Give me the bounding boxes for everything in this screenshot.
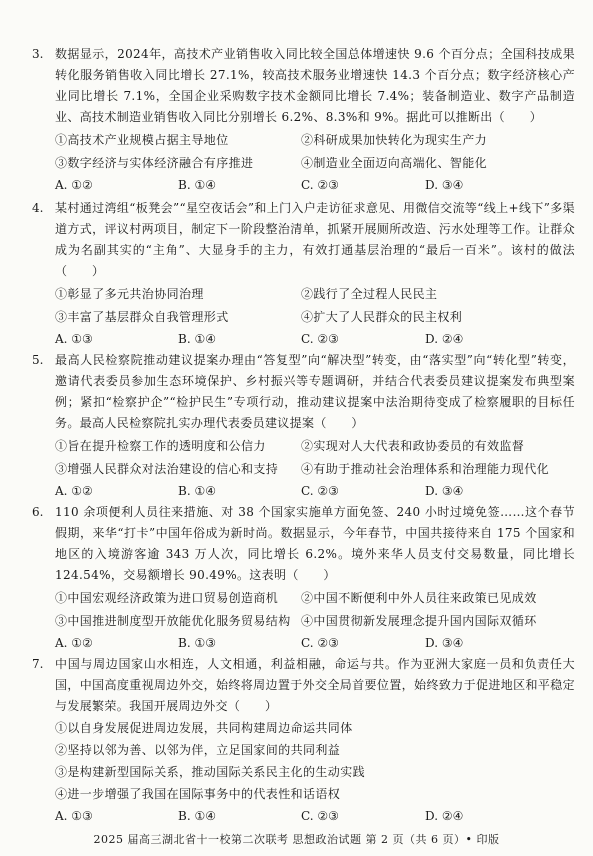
option-3: ③丰富了基层群众自我管理形式 bbox=[55, 310, 229, 324]
option-row bbox=[55, 588, 585, 609]
option-2: ②中国不断便利中外人员往来政策已见成效 bbox=[301, 591, 537, 605]
option-1: ①彰显了多元共治协同治理 bbox=[55, 287, 204, 301]
option-row bbox=[55, 284, 585, 305]
option-1: ①以自身发展促进周边发展，共同构建周边命运共同体 bbox=[55, 721, 353, 735]
answer-choices bbox=[55, 806, 585, 827]
answer-c: C. ②③ bbox=[301, 178, 339, 192]
answer-d: D. ②④ bbox=[425, 332, 464, 346]
answer-a: A. ①③ bbox=[55, 809, 93, 823]
option-3: ③数字经济与实体经济融合有序推进 bbox=[55, 156, 254, 170]
question-stem: 数据显示，2024年，高技术产业销售收入同比较全国总体增速快 9.6 个百分点；全国科技成果转化服务销售收入同比增长 27.1%，较高技术服务业增速快 14.3 个百分点；数字经济核心产业同比增长 7.1%，全国企业采购数字技术金额同比增长 7.4%；装备制造业、数字产品制造业、高技术制造业销售收入同比分别增长 6.2%、8.3%和 9%。据此可以推断出（ ） bbox=[55, 47, 575, 124]
question-number: 7. bbox=[32, 657, 44, 671]
option-1: ①旨在提升检察工作的透明度和公信力 bbox=[55, 439, 266, 453]
answer-choices bbox=[55, 329, 585, 350]
option-2: ②坚持以邻为善、以邻为伴，立足国家间的共同利益 bbox=[55, 743, 341, 757]
question-number: 3. bbox=[32, 47, 44, 61]
option-3: ③中国推进制度型开放能优化服务贸易结构 bbox=[55, 614, 291, 628]
answer-d: D. ③④ bbox=[425, 484, 464, 498]
question-stem: 最高人民检察院推动建议提案办理由“答复型”向“解决型”转变，由“落实型”向“转化型”转变，邀请代表委员参加生态环境保护、乡村振兴等专题调研，并结合代表委员建议提案发布典型案例；紧扣“检察护企”“检护民生”专项行动，推动建议提案中法治期待变成了检察履职的目标任务。最高人民检察院扎实办理代表委员建议提案（ ） bbox=[55, 353, 575, 430]
answer-d: D. ③④ bbox=[425, 636, 464, 650]
option-4: ④中国贯彻新发展理念提升国内国际双循环 bbox=[301, 614, 537, 628]
answer-c: C. ②③ bbox=[301, 484, 339, 498]
question-stem: 110 余项便利人员往来措施、对 38 个国家实施单方面免签、240 小时过境免签……这个春节假期，来华“打卡”中国年俗成为新时尚。数据显示，今年春节，中国共接待来自 175 个国家和地区的入境游客逾 343 万人次，同比增长 6.2%。境外来华人员支付交易数量，同比增长 124.54%，交易额增长 90.49%。这表明（ ） bbox=[55, 505, 575, 582]
answer-choices bbox=[55, 481, 585, 502]
answer-a: A. ①② bbox=[55, 636, 93, 650]
option-row bbox=[55, 459, 585, 480]
question-number: 6. bbox=[32, 505, 44, 519]
answer-a: A. ①③ bbox=[55, 332, 93, 346]
answer-a: A. ①② bbox=[55, 484, 93, 498]
option-4: ④制造业全面迈向高端化、智能化 bbox=[301, 156, 488, 170]
option-4: ④有助于推动社会治理体系和治理能力现代化 bbox=[301, 462, 550, 476]
option-2: ②实现对人大代表和政协委员的有效监督 bbox=[301, 439, 525, 453]
option-2: ②践行了全过程人民民主 bbox=[301, 287, 438, 301]
option-3: ③增强人民群众对法治建设的信心和支持 bbox=[55, 462, 279, 476]
option-row bbox=[55, 130, 585, 151]
option-row bbox=[55, 307, 585, 328]
answer-b: B. ①④ bbox=[178, 809, 216, 823]
answer-c: C. ②③ bbox=[301, 332, 339, 346]
answer-b: B. ①④ bbox=[178, 332, 216, 346]
answer-choices bbox=[55, 175, 585, 196]
question-stem: 某村通过湾组“板凳会”“星空夜话会”和上门入户走访征求意见、用微信交流等“线上+线下”多渠道方式，评议村两项目，制定下一阶段整治清单，抓紧开展厕所改造、污水处理等工作。让群众成为名副其实的“主角”、大显身手的主力，有效打通基层治理的“最后一百米”。该村的做法（ ） bbox=[55, 201, 575, 278]
option-row bbox=[55, 436, 585, 457]
option-4: ④扩大了人民群众的民主权利 bbox=[301, 310, 463, 324]
answer-d: D. ②④ bbox=[425, 809, 464, 823]
option-1: ①高技术产业规模占据主导地位 bbox=[55, 133, 229, 147]
option-2: ②科研成果加快转化为现实生产力 bbox=[301, 133, 488, 147]
page-footer: 2025 届高三湖北省十一校第二次联考 思想政治试题 第 2 页（共 6 页）• 印版 bbox=[93, 833, 500, 846]
answer-a: A. ①② bbox=[55, 178, 93, 192]
answer-c: C. ②③ bbox=[301, 809, 339, 823]
option-row bbox=[55, 611, 585, 632]
question-stem: 中国与周边国家山水相连，人文相通，利益相融，命运与共。作为亚洲大家庭一员和负责任大国，中国高度重视周边外交，始终将周边置于外交全局首要位置，始终致力于促进地区和平稳定与发展繁荣。我国开展周边外交（ ） bbox=[55, 657, 575, 713]
answer-choices bbox=[55, 633, 585, 654]
question-number: 4. bbox=[32, 201, 44, 215]
answer-b: B. ①④ bbox=[178, 484, 216, 498]
answer-b: B. ①④ bbox=[178, 178, 216, 192]
answer-c: C. ②③ bbox=[301, 636, 339, 650]
answer-d: D. ③④ bbox=[425, 178, 464, 192]
answer-b: B. ①③ bbox=[178, 636, 216, 650]
option-4: ④进一步增强了我国在国际事务中的代表性和话语权 bbox=[55, 787, 341, 801]
option-1: ①中国宏观经济政策为进口贸易创造商机 bbox=[55, 591, 279, 605]
option-3: ③是构建新型国际关系，推动国际关系民主化的生动实践 bbox=[55, 765, 366, 779]
option-row bbox=[55, 153, 585, 174]
question-number: 5. bbox=[32, 353, 44, 367]
